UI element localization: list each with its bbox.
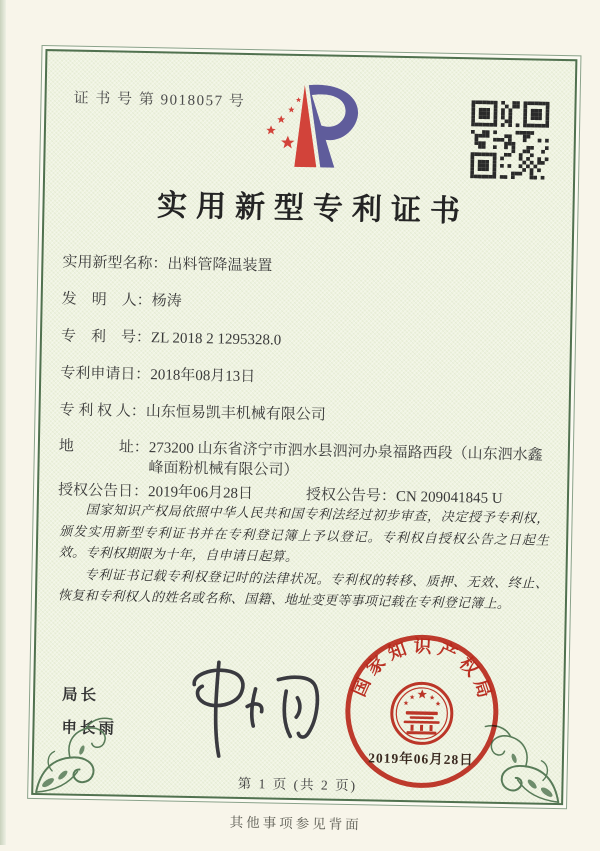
- field-value: 山东恒易凯丰机械有限公司: [145, 404, 326, 424]
- field-label: 发 明 人：: [61, 291, 152, 310]
- field-value: 273200 山东省济宁市泗水县泗河办泉福路西段（山东泗水鑫峰面粉机械有限公司）: [148, 440, 543, 479]
- official-seal: [340, 630, 503, 793]
- field-label: 专利申请日：: [60, 365, 151, 384]
- page-number: 第 1 页 (共 2 页): [237, 775, 358, 794]
- officer-title: 局长: [61, 686, 100, 705]
- field-label: 地 址：: [58, 438, 150, 457]
- field-label: 实用新型名称：: [62, 254, 168, 273]
- national-emblem-icon: [391, 683, 452, 744]
- field-row-address: [58, 437, 553, 486]
- signature-handwriting-icon: [151, 656, 358, 765]
- officer-name: 申长雨: [61, 719, 118, 738]
- certificate-number: 证 书 号 第 9018057 号: [73, 90, 246, 110]
- cnipa-patent-logo-icon: [240, 78, 372, 176]
- field-label: 专 利 号：: [60, 328, 152, 347]
- field-label: 授权公告日：: [57, 481, 149, 500]
- fields-section: [58, 252, 557, 526]
- seal-ring-text: 国家知识产权局: [348, 635, 497, 706]
- field-value: 2018年08月13日: [150, 367, 256, 386]
- certificate-panel: [27, 45, 581, 809]
- field-value: 杨涛: [151, 293, 182, 310]
- field-row-patentee: [59, 400, 553, 430]
- legal-paragraph: 专利证书记载专利权登记时的法律状况。专利权的转移、质押、无效、终止、恢复和专利权人的姓名或名称、国籍、地址变更等事项记载在专利登记簿上。: [57, 566, 549, 612]
- field-row-inventor: [61, 289, 555, 319]
- field-label: 授权公告号：: [305, 486, 397, 505]
- seal-date: 2019年06月28日: [368, 750, 474, 768]
- legal-text: [58, 498, 550, 615]
- certificate-title: 实用新型专利证书: [156, 189, 470, 229]
- legal-paragraph: 国家知识产权局依照中华人民共和国专利法经过初步审查，决定授予专利权，颁发实用新型专利证书并在专利登记簿上予以登记。专利权自授权公告之日起生效。专利权期限为十年，自申请日起算。: [58, 501, 550, 565]
- field-value: CN 209041845 U: [395, 488, 503, 507]
- field-row-patent-no: [61, 326, 555, 356]
- field-value: ZL 2018 2 1295328.0: [150, 330, 282, 349]
- corner-flourish-icon: [30, 710, 120, 800]
- field-label: 专 利 权 人：: [59, 402, 146, 421]
- field-value: 2019年06月28日: [147, 483, 254, 502]
- field-value: 出料管降温装置: [167, 256, 273, 275]
- qr-code: [470, 100, 549, 179]
- field-row-filing-date: [60, 363, 554, 393]
- back-note: 其他事项参见背面: [229, 814, 362, 833]
